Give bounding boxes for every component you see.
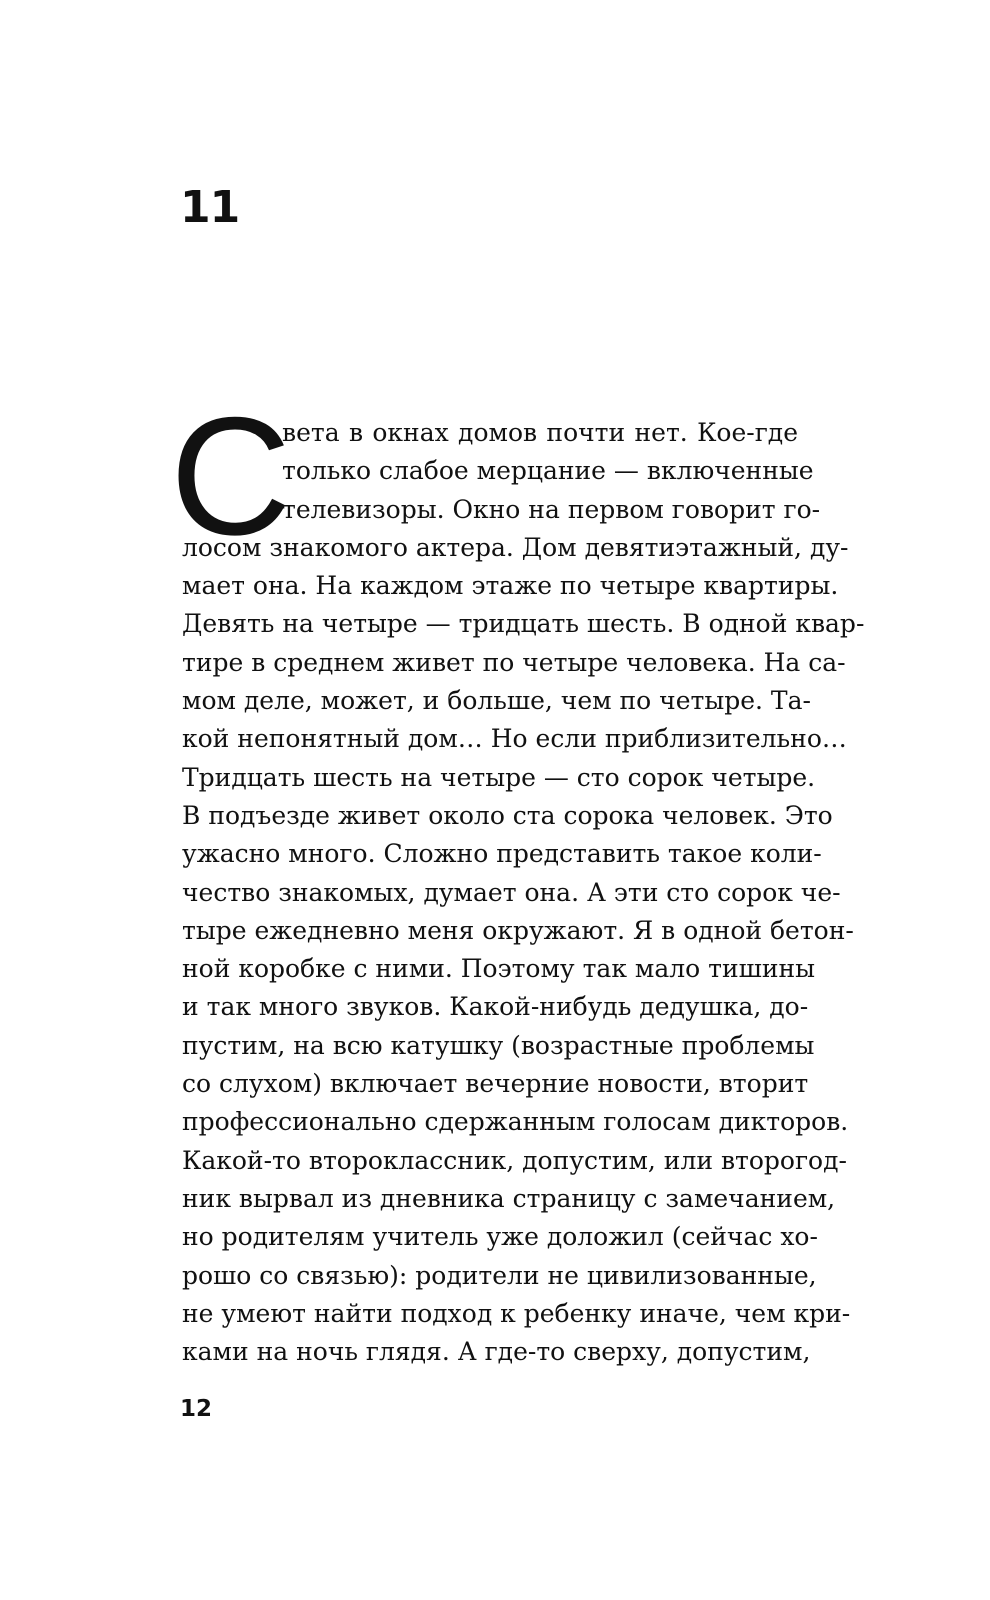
text-line: Тридцать шесть на четыре — сто сорок четыре. <box>182 762 816 792</box>
text-line: лосом знакомого актера. Дом девятиэтажный, ду- <box>182 532 849 562</box>
text-line: телевизоры. Окно на первом говорит го- <box>282 494 821 524</box>
chapter-number: 11 <box>180 182 240 233</box>
text-line: и так много звуков. Какой-нибудь дедушка, до- <box>182 992 809 1022</box>
text-line: кой непонятный дом… Но если приблизительно… <box>182 724 847 754</box>
chapter-body-text <box>182 414 865 1371</box>
text-line: ками на ночь глядя. А где-то сверху, допустим, <box>182 1337 811 1367</box>
text-line: со слухом) включает вечерние новости, вторит <box>182 1069 809 1099</box>
text-line: только слабое мерцание — включенные <box>282 456 814 486</box>
text-line: тире в среднем живет по четыре человека. На са- <box>182 647 846 677</box>
page-number: 12 <box>180 1396 213 1422</box>
text-line: пустим, на всю катушку (возрастные проблемы <box>182 1030 815 1060</box>
text-line: не умеют найти подход к ребенку иначе, чем кри- <box>182 1298 851 1328</box>
text-line: но родителям учитель уже доложил (сейчас хо- <box>182 1222 818 1252</box>
text-line: тыре ежедневно меня окружают. Я в одной бетон- <box>182 915 854 945</box>
text-line: ник вырвал из дневника страницу с замечанием, <box>182 1183 836 1213</box>
text-line: ужасно много. Сложно представить такое коли- <box>182 839 822 869</box>
text-line: ной коробке с ними. Поэтому так мало тишины <box>182 954 816 984</box>
text-line: В подъезде живет около ста сорока человек. Это <box>182 800 833 830</box>
text-line: Какой-то второклассник, допустим, или второгод- <box>182 1145 847 1175</box>
text-line: Девять на четыре — тридцать шесть. В одной квар- <box>182 609 865 639</box>
text-line: вета в окнах домов почти нет. Кое-где <box>282 418 798 447</box>
text-line: мает она. На каждом этаже по четыре квартиры. <box>182 571 839 601</box>
text-line: чество знакомых, думает она. А эти сто сорок че- <box>182 877 841 907</box>
text-line: профессионально сдержанным голосам дикторов. <box>182 1107 849 1137</box>
text-line: рошо со связью): родители не цивилизованные, <box>182 1260 817 1290</box>
drop-cap-letter: С <box>170 382 292 570</box>
text-line: мом деле, может, и больше, чем по четыре. Та- <box>182 686 811 716</box>
